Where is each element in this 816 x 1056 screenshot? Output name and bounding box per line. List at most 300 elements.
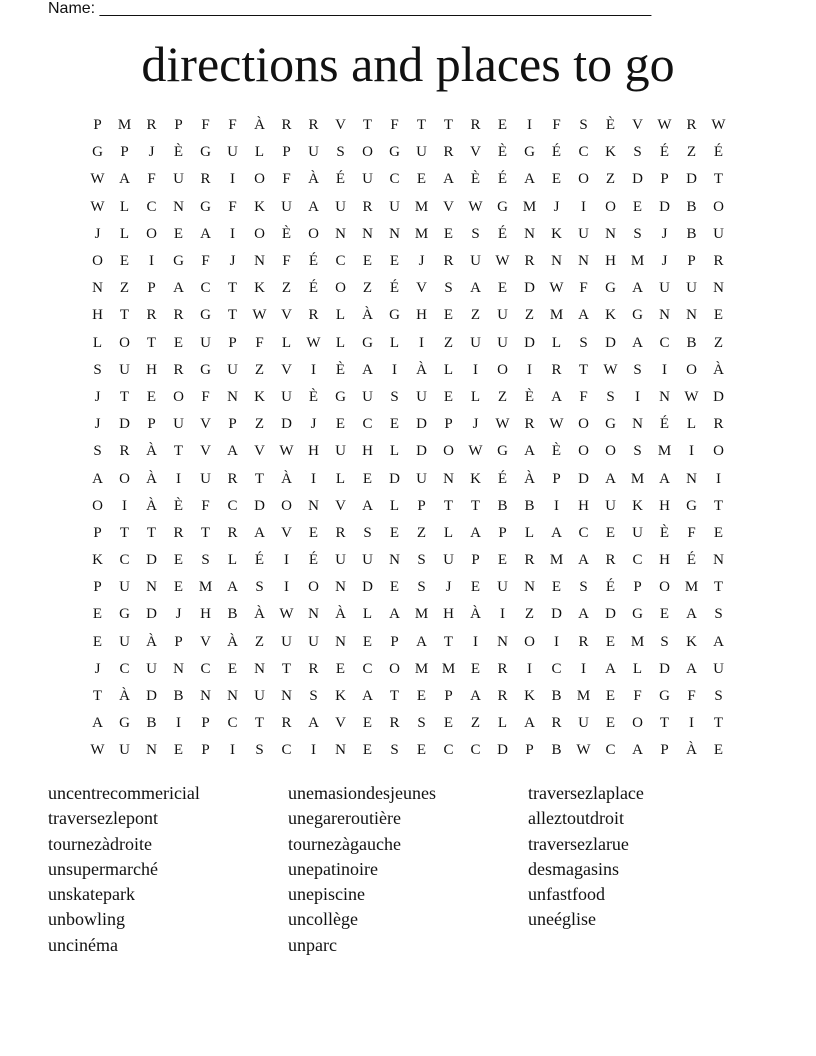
grid-cell: P xyxy=(444,416,453,433)
grid-cell: U xyxy=(362,388,373,405)
grid-cell: T xyxy=(146,334,157,351)
grid-cell: R xyxy=(173,524,184,541)
grid-cell: B xyxy=(146,715,157,732)
grid-cell: D xyxy=(578,470,589,487)
word-bank xyxy=(48,781,768,958)
grid-cell: W xyxy=(90,742,105,759)
grid-cell: E xyxy=(335,660,346,677)
grid-cell: T xyxy=(713,171,724,188)
grid-cell: J xyxy=(94,416,101,433)
grid-cell: P xyxy=(498,524,507,541)
grid-cell: E xyxy=(173,579,184,596)
grid-cell: S xyxy=(390,742,399,759)
grid-cell: N xyxy=(335,633,346,650)
grid-cell: T xyxy=(146,524,157,541)
grid-cell: U xyxy=(308,633,319,650)
grid-cell: I xyxy=(392,361,397,378)
grid-cell: H xyxy=(146,361,157,378)
word-bank-item: tournezàdroite xyxy=(48,833,152,854)
grid-cell: C xyxy=(578,524,589,541)
grid-cell: T xyxy=(470,497,481,514)
grid-cell: U xyxy=(443,552,454,569)
grid-cell: W xyxy=(306,334,321,351)
grid-cell: H xyxy=(416,307,427,324)
grid-cell: R xyxy=(281,715,292,732)
grid-cell: D xyxy=(119,416,130,433)
grid-cell: G xyxy=(173,253,184,270)
grid-cell: E xyxy=(173,225,184,242)
grid-cell: G xyxy=(200,361,211,378)
grid-cell: C xyxy=(227,497,238,514)
grid-cell: U xyxy=(416,388,427,405)
grid-cell: L xyxy=(335,307,346,324)
grid-cell: W xyxy=(711,117,726,134)
grid-cell: E xyxy=(443,715,454,732)
grid-cell: D xyxy=(146,606,157,623)
grid-cell: V xyxy=(254,443,265,460)
grid-cell: À xyxy=(254,117,265,134)
grid-cell: N xyxy=(254,660,265,677)
grid-cell: E xyxy=(443,307,454,324)
grid-cell: H xyxy=(200,606,211,623)
grid-cell: A xyxy=(470,524,481,541)
grid-cell: C xyxy=(551,660,562,677)
grid-cell: É xyxy=(713,144,724,161)
grid-cell: G xyxy=(605,416,616,433)
grid-cell: U xyxy=(200,470,211,487)
grid-cell: P xyxy=(228,416,237,433)
grid-cell: B xyxy=(551,688,562,705)
grid-cell: Z xyxy=(470,307,481,324)
grid-cell: A xyxy=(632,334,643,351)
grid-cell: E xyxy=(389,416,400,433)
grid-cell: P xyxy=(93,524,102,541)
grid-cell: B xyxy=(551,742,562,759)
grid-cell: E xyxy=(713,742,724,759)
grid-cell: É xyxy=(389,280,400,297)
grid-cell: R xyxy=(227,524,238,541)
grid-cell: E xyxy=(92,606,103,623)
grid-cell: I xyxy=(230,742,235,759)
grid-cell: È xyxy=(659,524,670,541)
grid-cell: L xyxy=(389,443,400,460)
grid-cell: E xyxy=(146,388,157,405)
grid-cell: S xyxy=(417,579,426,596)
grid-cell: L xyxy=(92,334,103,351)
grid-cell: N xyxy=(713,552,724,569)
grid-cell: E xyxy=(470,660,481,677)
grid-cell: R xyxy=(335,524,346,541)
grid-cell: I xyxy=(419,334,424,351)
grid-cell: B xyxy=(686,334,697,351)
grid-cell: R xyxy=(308,117,319,134)
grid-cell: W xyxy=(252,307,267,324)
grid-cell: D xyxy=(416,416,427,433)
grid-cell: È xyxy=(281,225,292,242)
grid-cell: P xyxy=(660,171,669,188)
grid-cell: W xyxy=(468,443,483,460)
grid-cell: D xyxy=(524,280,535,297)
grid-cell: T xyxy=(416,117,427,134)
grid-cell: N xyxy=(308,497,319,514)
grid-cell: J xyxy=(661,225,668,242)
word-bank-column xyxy=(288,781,528,958)
grid-cell: È xyxy=(308,388,319,405)
grid-cell: C xyxy=(659,334,670,351)
grid-cell: G xyxy=(686,497,697,514)
grid-cell: R xyxy=(713,253,724,270)
grid-cell: C xyxy=(200,660,211,677)
grid-cell: A xyxy=(362,688,373,705)
grid-cell: S xyxy=(417,715,426,732)
grid-cell: S xyxy=(93,443,102,460)
grid-cell: D xyxy=(605,334,616,351)
grid-cell: È xyxy=(524,388,535,405)
grid-cell: A xyxy=(524,715,535,732)
grid-cell: Z xyxy=(254,633,265,650)
grid-cell: U xyxy=(254,688,265,705)
grid-cell: V xyxy=(281,361,292,378)
grid-cell: W xyxy=(684,388,699,405)
grid-cell: Z xyxy=(119,280,130,297)
grid-cell: M xyxy=(117,117,132,134)
grid-cell: R xyxy=(605,552,616,569)
grid-cell: R xyxy=(173,307,184,324)
grid-cell: P xyxy=(201,715,210,732)
grid-cell: N xyxy=(200,688,211,705)
word-bank-item: uneéglise xyxy=(528,909,596,930)
word-bank-item: unskatepark xyxy=(48,884,135,905)
grid-cell: U xyxy=(470,334,481,351)
grid-cell: O xyxy=(308,579,319,596)
grid-cell: J xyxy=(418,253,425,270)
grid-cell: A xyxy=(605,660,616,677)
grid-cell: N xyxy=(335,225,346,242)
grid-cell: O xyxy=(335,280,346,297)
grid-cell: L xyxy=(389,334,400,351)
grid-cell: P xyxy=(282,144,291,161)
grid-cell: I xyxy=(662,361,667,378)
grid-cell: U xyxy=(335,198,346,215)
grid-cell: F xyxy=(282,253,291,270)
grid-cell: E xyxy=(416,742,427,759)
grid-cell: O xyxy=(119,334,130,351)
grid-cell: S xyxy=(579,579,588,596)
grid-cell: W xyxy=(90,171,105,188)
grid-cell: D xyxy=(416,443,427,460)
grid-cell: K xyxy=(524,688,535,705)
grid-cell: D xyxy=(146,552,157,569)
grid-cell: S xyxy=(471,225,480,242)
grid-cell: K xyxy=(92,552,103,569)
word-bank-item: unparc xyxy=(288,934,337,955)
grid-cell: É xyxy=(605,579,616,596)
grid-cell: S xyxy=(93,361,102,378)
grid-cell: P xyxy=(552,470,561,487)
grid-cell: R xyxy=(227,470,238,487)
grid-cell: G xyxy=(362,334,373,351)
grid-cell: É xyxy=(659,416,670,433)
grid-cell: E xyxy=(362,715,373,732)
grid-cell: M xyxy=(522,198,537,215)
grid-cell: À xyxy=(713,361,724,378)
grid-cell: G xyxy=(200,198,211,215)
grid-cell: P xyxy=(93,117,102,134)
grid-cell: I xyxy=(311,361,316,378)
grid-cell: D xyxy=(362,579,373,596)
grid-cell: È xyxy=(335,361,346,378)
grid-cell: A xyxy=(308,198,319,215)
grid-cell: Z xyxy=(254,361,265,378)
grid-cell: A xyxy=(524,171,535,188)
name-field-label: Name: ______________________________________________________________ xyxy=(48,0,652,17)
grid-cell: U xyxy=(497,579,508,596)
grid-cell: À xyxy=(254,606,265,623)
grid-cell: E xyxy=(713,524,724,541)
grid-cell: À xyxy=(470,606,481,623)
grid-cell: K xyxy=(470,470,481,487)
grid-cell: À xyxy=(686,742,697,759)
grid-cell: C xyxy=(362,416,373,433)
grid-cell: O xyxy=(713,443,724,460)
grid-cell: N xyxy=(659,307,670,324)
grid-cell: J xyxy=(661,253,668,270)
grid-cell: A xyxy=(578,606,589,623)
grid-cell: U xyxy=(119,633,130,650)
grid-cell: A xyxy=(686,660,697,677)
grid-cell: N xyxy=(173,198,184,215)
grid-cell: I xyxy=(311,742,316,759)
grid-cell: P xyxy=(525,742,534,759)
grid-cell: S xyxy=(633,225,642,242)
grid-cell: Z xyxy=(254,416,265,433)
grid-cell: È xyxy=(497,144,508,161)
grid-cell: A xyxy=(578,552,589,569)
grid-cell: O xyxy=(146,225,157,242)
grid-cell: A xyxy=(443,171,454,188)
grid-cell: À xyxy=(281,470,292,487)
grid-cell: K xyxy=(254,198,265,215)
grid-cell: U xyxy=(497,334,508,351)
grid-cell: R xyxy=(470,117,481,134)
grid-cell: À xyxy=(119,688,130,705)
grid-cell: O xyxy=(443,443,454,460)
grid-cell: I xyxy=(581,198,586,215)
grid-cell: U xyxy=(605,497,616,514)
grid-cell: G xyxy=(119,715,130,732)
grid-cell: B xyxy=(686,225,697,242)
grid-cell: L xyxy=(335,334,346,351)
grid-cell: E xyxy=(713,307,724,324)
grid-cell: F xyxy=(201,253,210,270)
grid-cell: F xyxy=(282,171,291,188)
grid-cell: R xyxy=(443,253,454,270)
grid-cell: J xyxy=(229,253,236,270)
grid-cell: A xyxy=(92,715,103,732)
grid-cell: W xyxy=(576,742,591,759)
grid-cell: O xyxy=(497,361,508,378)
grid-cell: F xyxy=(201,117,210,134)
grid-cell: H xyxy=(362,443,373,460)
grid-cell: F xyxy=(687,524,696,541)
grid-cell: G xyxy=(335,388,346,405)
grid-cell: D xyxy=(146,688,157,705)
grid-cell: S xyxy=(633,361,642,378)
grid-cell: N xyxy=(686,307,697,324)
grid-cell: À xyxy=(308,171,319,188)
grid-cell: J xyxy=(94,660,101,677)
grid-cell: T xyxy=(578,361,589,378)
page-title: directions and places to go xyxy=(141,36,675,92)
grid-cell: O xyxy=(389,660,400,677)
grid-cell: P xyxy=(93,579,102,596)
grid-cell: M xyxy=(414,660,429,677)
grid-cell: G xyxy=(605,280,616,297)
word-bank-item: traversezlepont xyxy=(48,808,158,829)
grid-cell: I xyxy=(527,117,532,134)
grid-cell: C xyxy=(281,742,292,759)
grid-cell: É xyxy=(308,552,319,569)
grid-cell: G xyxy=(119,606,130,623)
grid-cell: O xyxy=(686,361,697,378)
grid-cell: É xyxy=(686,552,697,569)
grid-cell: E xyxy=(119,253,130,270)
grid-cell: Z xyxy=(497,388,508,405)
grid-cell: A xyxy=(713,633,724,650)
grid-cell: Z xyxy=(686,144,697,161)
grid-cell: Z xyxy=(281,280,292,297)
grid-cell: L xyxy=(470,388,481,405)
grid-cell: M xyxy=(630,470,645,487)
grid-cell: E xyxy=(173,334,184,351)
grid-cell: F xyxy=(579,280,588,297)
grid-cell: R xyxy=(200,171,211,188)
grid-cell: E xyxy=(659,606,670,623)
word-bank-item: unsupermarché xyxy=(48,858,158,879)
grid-cell: I xyxy=(230,171,235,188)
grid-cell: I xyxy=(635,388,640,405)
grid-cell: E xyxy=(362,633,373,650)
grid-cell: U xyxy=(173,416,184,433)
grid-cell: D xyxy=(686,171,697,188)
grid-cell: O xyxy=(578,416,589,433)
grid-cell: M xyxy=(576,688,591,705)
grid-cell: K xyxy=(254,280,265,297)
grid-cell: W xyxy=(279,443,294,460)
grid-cell: O xyxy=(281,497,292,514)
grid-cell: S xyxy=(390,388,399,405)
grid-cell: L xyxy=(227,552,238,569)
grid-cell: I xyxy=(230,225,235,242)
grid-cell: T xyxy=(713,497,724,514)
grid-cell: S xyxy=(579,117,588,134)
grid-cell: U xyxy=(227,144,238,161)
grid-cell: W xyxy=(495,416,510,433)
grid-cell: A xyxy=(227,443,238,460)
grid-cell: À xyxy=(146,633,157,650)
grid-cell: F xyxy=(201,388,210,405)
grid-cell: A xyxy=(551,524,562,541)
grid-cell: W xyxy=(549,416,564,433)
grid-cell: R xyxy=(686,117,697,134)
grid-cell: N xyxy=(335,579,346,596)
grid-cell: S xyxy=(633,443,642,460)
grid-cell: F xyxy=(633,688,642,705)
grid-cell: E xyxy=(173,552,184,569)
grid-cell: D xyxy=(659,660,670,677)
grid-cell: R xyxy=(551,715,562,732)
grid-cell: E xyxy=(362,253,373,270)
grid-cell: N xyxy=(92,280,103,297)
grid-cell: R xyxy=(281,117,292,134)
grid-cell: E xyxy=(551,579,562,596)
grid-cell: U xyxy=(362,171,373,188)
grid-cell: P xyxy=(174,633,183,650)
grid-cell: T xyxy=(362,117,373,134)
grid-cell: J xyxy=(445,579,452,596)
grid-cell: R xyxy=(713,416,724,433)
grid-cell: N xyxy=(281,688,292,705)
grid-cell: O xyxy=(713,198,724,215)
grid-cell: U xyxy=(200,334,211,351)
word-search-grid xyxy=(84,112,732,765)
grid-cell: N xyxy=(713,280,724,297)
word-bank-item: uncinéma xyxy=(48,934,118,955)
grid-cell: C xyxy=(146,198,157,215)
grid-cell: K xyxy=(686,633,697,650)
grid-cell: I xyxy=(689,443,694,460)
grid-cell: T xyxy=(443,497,454,514)
grid-cell: È xyxy=(173,497,184,514)
grid-cell: P xyxy=(390,633,399,650)
grid-cell: M xyxy=(441,660,456,677)
grid-cell: T xyxy=(659,715,670,732)
grid-cell: R xyxy=(362,198,373,215)
grid-cell: E xyxy=(443,225,454,242)
grid-cell: L xyxy=(254,144,265,161)
grid-cell: P xyxy=(147,280,156,297)
grid-cell: A xyxy=(389,606,400,623)
word-bank-item: unbowling xyxy=(48,909,126,930)
grid-cell: O xyxy=(524,633,535,650)
grid-cell: P xyxy=(471,552,480,569)
grid-cell: U xyxy=(281,388,292,405)
grid-cell: P xyxy=(633,579,642,596)
grid-cell: N xyxy=(362,225,373,242)
grid-cell: V xyxy=(200,443,211,460)
grid-cell: O xyxy=(605,198,616,215)
grid-cell: A xyxy=(686,606,697,623)
grid-cell: E xyxy=(551,171,562,188)
grid-cell: C xyxy=(119,660,130,677)
grid-cell: C xyxy=(200,280,211,297)
grid-cell: K xyxy=(254,388,265,405)
grid-cell: N xyxy=(146,742,157,759)
grid-cell: E xyxy=(497,552,508,569)
word-bank-item: unegareroutière xyxy=(288,808,401,829)
grid-cell: N xyxy=(524,579,535,596)
grid-cell: M xyxy=(414,606,429,623)
grid-cell: C xyxy=(389,171,400,188)
grid-cell: N xyxy=(389,225,400,242)
grid-cell: D xyxy=(389,470,400,487)
grid-cell: R xyxy=(308,307,319,324)
grid-cell: I xyxy=(527,660,532,677)
grid-cell: L xyxy=(443,361,454,378)
grid-cell: V xyxy=(335,117,346,134)
grid-cell: H xyxy=(578,497,589,514)
grid-cell: C xyxy=(443,742,454,759)
